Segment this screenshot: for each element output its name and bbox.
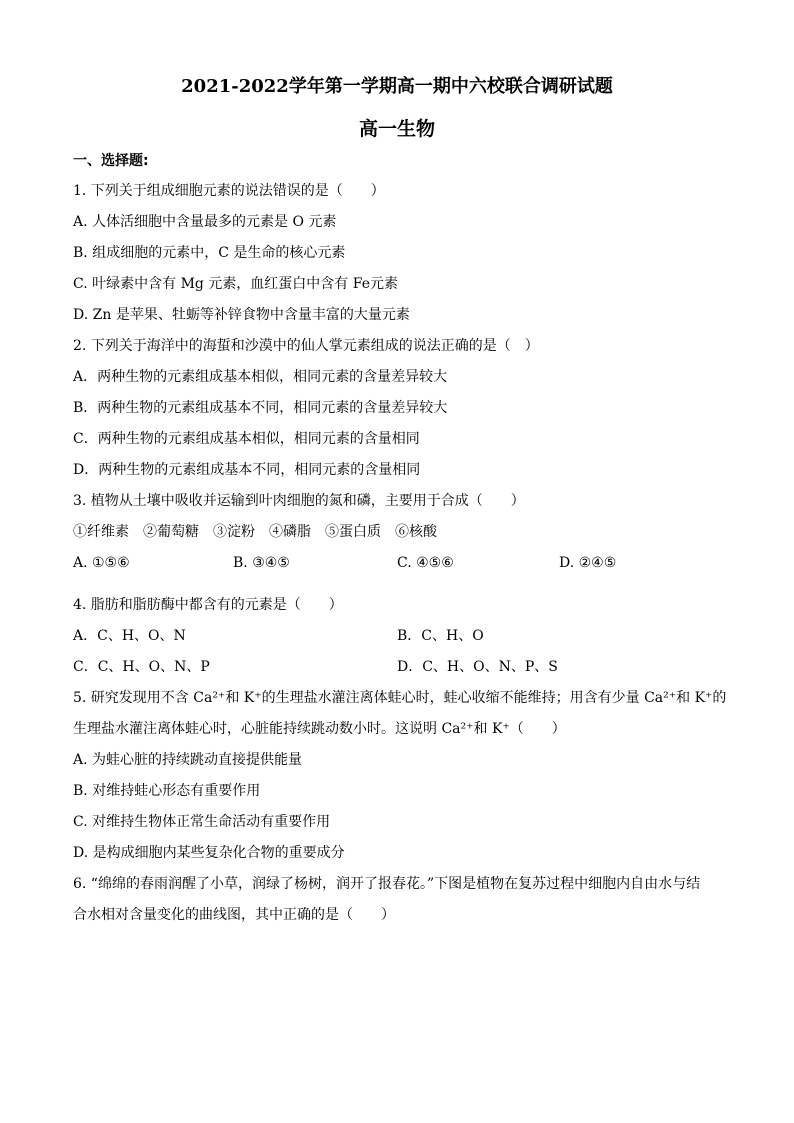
q2-option-a: A．两种生物的元素组成基本相似，相同元素的含量差异较大 (73, 369, 448, 385)
q3-option-d: D. ②④⑤ (559, 555, 617, 571)
q4-option-d: D．C、H、O、N、P、S (397, 659, 558, 675)
q6-stem-line-1: 6. “绵绵的春雨润醒了小草，润绿了杨树，润开了报春花。”下图是植物在复苏过程中细胞内自由水与结 (73, 876, 701, 892)
section-heading: 一、选择题: (73, 153, 149, 169)
q5-option-c: C. 对维持生物体正常生命活动有重要作用 (73, 814, 331, 830)
q1-option-c: C. 叶绿素中含有 Mg 元素，血红蛋白中含有 Fe元素 (73, 276, 398, 292)
q5-option-a: A. 为蛙心脏的持续跳动直接提供能量 (73, 752, 303, 768)
q3-items: ①纤维素 ②葡萄糖 ③淀粉 ④磷脂 ⑤蛋白质 ⑥核酸 (73, 524, 437, 540)
q1-option-d: D. Zn 是苹果、牡蛎等补锌食物中含量丰富的大量元素 (73, 307, 410, 323)
q6-stem-line-2: 合水相对含量变化的曲线图，其中正确的是（ ） (73, 907, 395, 923)
q3-option-c: C. ④⑤⑥ (397, 555, 454, 571)
q4-option-a: A．C、H、O、N (73, 628, 186, 644)
q4-option-b: B．C、H、O (397, 628, 484, 644)
q4-option-c: C．C、H、O、N、P (73, 659, 210, 675)
q5-option-d: D. 是构成细胞内某些复杂化合物的重要成分 (73, 845, 345, 861)
q4-stem: 4. 脂肪和脂肪酶中都含有的元素是（ ） (73, 597, 343, 613)
exam-subject: 高一生物 (358, 118, 435, 140)
q3-option-b: B. ③④⑤ (233, 555, 290, 571)
q5-stem-line-2: 生理盐水灌注离体蛙心时，心脏能持续跳动数小时。这说明 Ca²⁺和 K⁺（ ） (73, 721, 566, 737)
q2-option-d: D．两种生物的元素组成基本不同，相同元素的含量相同 (73, 462, 421, 478)
q3-option-a: A. ①⑤⑥ (73, 555, 130, 571)
q2-option-b: B．两种生物的元素组成基本不同，相同元素的含量差异较大 (73, 400, 448, 416)
q3-stem: 3. 植物从土壤中吸收并运输到叶肉细胞的氮和磷，主要用于合成（ ） (73, 493, 525, 509)
q2-stem: 2. 下列关于海洋中的海蜇和沙漠中的仙人掌元素组成的说法正确的是（ ） (73, 338, 539, 354)
q1-option-a: A. 人体活细胞中含量最多的元素是 O 元素 (73, 214, 337, 230)
exam-title: 2021-2022学年第一学期高一期中六校联合调研试题 (181, 76, 613, 97)
q5-option-b: B. 对维持蛙心形态有重要作用 (73, 783, 261, 799)
q1-option-b: B. 组成细胞的元素中，C 是生命的核心元素 (73, 245, 346, 261)
q5-stem-line-1: 5. 研究发现用不含 Ca²⁺和 K⁺的生理盐水灌注离体蛙心时，蛙心收缩不能维持；用含有少量 Ca²⁺和 K⁺的 (73, 690, 727, 706)
q1-stem: 1. 下列关于组成细胞元素的说法错误的是（ ） (73, 183, 385, 199)
q2-option-c: C．两种生物的元素组成基本相似，相同元素的含量相同 (73, 431, 420, 447)
